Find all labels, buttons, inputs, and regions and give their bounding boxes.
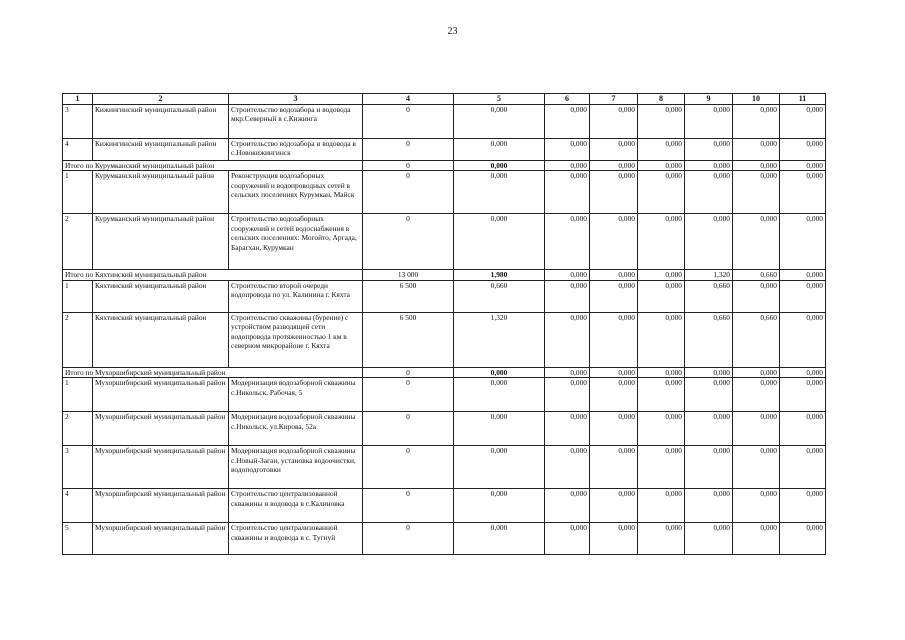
project-cell: Строительство скважины (бурение) с устройством разводящей сети водопровода протяженностью 1 км в северном микрорайоне г. Кяхта: [229, 312, 363, 367]
value-cell: 0,000: [545, 105, 590, 139]
value-cell: 0,000: [638, 489, 685, 523]
value-cell: 0: [363, 489, 454, 523]
page-number: 23: [447, 26, 458, 37]
value-cell: 0,000: [685, 378, 733, 412]
value-cell: 0: [363, 171, 454, 214]
value-cell: 0,000: [733, 280, 780, 312]
value-cell: 0,000: [685, 139, 733, 161]
value-cell: 0,000: [545, 446, 590, 489]
value-cell: 0,000: [545, 312, 590, 367]
value-cell: 0,000: [733, 105, 780, 139]
value-cell: 1,980: [454, 270, 545, 280]
row-number: 1: [63, 378, 93, 412]
value-cell: 0,000: [590, 270, 638, 280]
value-cell: 0,000: [780, 280, 826, 312]
value-cell: 0,000: [454, 446, 545, 489]
row-number: 3: [63, 446, 93, 489]
table-row: [63, 412, 826, 446]
value-cell: 0,000: [454, 367, 545, 377]
value-cell: 0,000: [780, 312, 826, 367]
row-number: 5: [63, 523, 93, 555]
value-cell: 0,000: [638, 214, 685, 270]
row-number: 2: [63, 312, 93, 367]
value-cell: 0,000: [638, 139, 685, 161]
value-cell: 0,000: [545, 280, 590, 312]
col-header: 9: [685, 94, 733, 105]
col-header: 2: [93, 94, 229, 105]
value-cell: 0,000: [780, 412, 826, 446]
table-row: [63, 489, 826, 523]
district-cell: Кижингинский муниципальный район: [93, 105, 229, 139]
row-number: 1: [63, 171, 93, 214]
district-cell: Мухоршибирский муниципальный район: [93, 446, 229, 489]
value-cell: 0: [363, 446, 454, 489]
value-cell: 0,000: [733, 378, 780, 412]
col-header: 3: [229, 94, 363, 105]
total-label: Итого по Мухоршибирский муниципальный район: [63, 367, 363, 377]
value-cell: 0,000: [733, 523, 780, 555]
value-cell: 0,000: [545, 412, 590, 446]
table-row: [63, 139, 826, 161]
row-number: 2: [63, 214, 93, 270]
value-cell: 0: [363, 139, 454, 161]
value-cell: 0,000: [545, 378, 590, 412]
value-cell: 1,320: [685, 270, 733, 280]
value-cell: 6 500: [363, 312, 454, 367]
project-cell: Модернизация водозаборной скважины с.Никольск, ул.Кирова, 52а: [229, 412, 363, 446]
value-cell: 0,000: [733, 446, 780, 489]
table-row: [63, 105, 826, 139]
value-cell: 0,000: [638, 523, 685, 555]
project-cell: Модернизация водозаборной скважины с.Никольск, Рабочая, 5: [229, 378, 363, 412]
value-cell: 0,000: [545, 214, 590, 270]
value-cell: 0,660: [454, 280, 545, 312]
value-cell: 0: [363, 105, 454, 139]
value-cell: 0,000: [733, 214, 780, 270]
table-row: [63, 280, 826, 312]
value-cell: 0,000: [590, 214, 638, 270]
value-cell: 0,000: [780, 214, 826, 270]
project-cell: Строительство водозабора и водовода мкр.Северный в с.Кижинга: [229, 105, 363, 139]
project-cell: Реконструкция водозаборных сооружений и водопроводных сетей в сельских поселениях Курумкан, Майск: [229, 171, 363, 214]
value-cell: 0,000: [545, 523, 590, 555]
value-cell: 0,000: [780, 523, 826, 555]
value-cell: 0,000: [685, 161, 733, 171]
value-cell: 0,000: [685, 367, 733, 377]
value-cell: 0,000: [454, 161, 545, 171]
value-cell: 0,000: [638, 280, 685, 312]
row-number: 4: [63, 139, 93, 161]
value-cell: 0,000: [454, 412, 545, 446]
project-cell: Модернизация водозаборной скважины с.Новый-Заган, установка водоочистки, водоподготовки: [229, 446, 363, 489]
value-cell: 0,000: [638, 105, 685, 139]
district-cell: Мухоршибирский муниципальный район: [93, 523, 229, 555]
value-cell: 0: [363, 367, 454, 377]
value-cell: 0,000: [685, 105, 733, 139]
value-cell: 0,000: [545, 161, 590, 171]
value-cell: 0,000: [590, 139, 638, 161]
table-row: [63, 446, 826, 489]
value-cell: 0,000: [638, 161, 685, 171]
row-number: 4: [63, 489, 93, 523]
value-cell: 0,000: [780, 367, 826, 377]
value-cell: 0,660: [733, 270, 780, 280]
total-label: Итого по Кяхтинский муниципальный район: [63, 270, 363, 280]
value-cell: 0,000: [638, 446, 685, 489]
value-cell: 0,000: [638, 367, 685, 377]
value-cell: 0,000: [685, 214, 733, 270]
value-cell: 0,000: [545, 367, 590, 377]
value-cell: 0,000: [454, 171, 545, 214]
project-cell: Строительство централизованной скважины и водовода в с.Калиновка: [229, 489, 363, 523]
row-number: 1: [63, 280, 93, 312]
district-cell: Мухоршибирский муниципальный район: [93, 489, 229, 523]
value-cell: 0,000: [454, 489, 545, 523]
value-cell: 0,000: [638, 378, 685, 412]
table-row: [63, 171, 826, 214]
value-cell: 0,000: [590, 312, 638, 367]
row-number: 2: [63, 412, 93, 446]
value-cell: 0,000: [590, 171, 638, 214]
table-row: [63, 214, 826, 270]
value-cell: 0,000: [780, 105, 826, 139]
value-cell: 0,000: [780, 446, 826, 489]
value-cell: 0,000: [545, 171, 590, 214]
value-cell: 0,000: [454, 378, 545, 412]
project-cell: Строительство водозаборных сооружений и сетей водоснабжения в сельских поселениях: Могойто, Аргада, Барагхан, Курумкан: [229, 214, 363, 270]
value-cell: 1,320: [454, 312, 545, 367]
value-cell: 0,000: [780, 270, 826, 280]
header-row: [63, 94, 826, 105]
total-row: [63, 161, 826, 171]
value-cell: 0,000: [454, 214, 545, 270]
col-header: 10: [733, 94, 780, 105]
value-cell: 0,000: [590, 412, 638, 446]
value-cell: 0,000: [780, 161, 826, 171]
value-cell: 13 000: [363, 270, 454, 280]
value-cell: 0,000: [780, 139, 826, 161]
table-row: [63, 378, 826, 412]
total-label: Итого по Курумканский муниципальный район: [63, 161, 363, 171]
value-cell: 0,000: [454, 139, 545, 161]
value-cell: 0,000: [685, 446, 733, 489]
value-cell: 0,000: [454, 105, 545, 139]
value-cell: 0: [363, 523, 454, 555]
value-cell: 0,000: [590, 280, 638, 312]
value-cell: 0,000: [590, 105, 638, 139]
value-cell: 6 500: [363, 280, 454, 312]
district-cell: Кижингинский муниципальный район: [93, 139, 229, 161]
col-header: 4: [363, 94, 454, 105]
district-cell: Мухоршибирский муниципальный район: [93, 378, 229, 412]
district-cell: Мухоршибирский муниципальный район: [93, 412, 229, 446]
table-row: [63, 523, 826, 555]
value-cell: 0,000: [733, 412, 780, 446]
value-cell: 0: [363, 412, 454, 446]
value-cell: 0,000: [638, 270, 685, 280]
value-cell: 0,000: [780, 171, 826, 214]
value-cell: 0,000: [780, 378, 826, 412]
value-cell: 0: [363, 214, 454, 270]
value-cell: 0,000: [685, 489, 733, 523]
district-cell: Кяхтинский муниципальный район: [93, 280, 229, 312]
value-cell: 0,660: [685, 280, 733, 312]
total-row: [63, 270, 826, 280]
value-cell: 0,000: [733, 489, 780, 523]
value-cell: 0,000: [590, 489, 638, 523]
col-header: 1: [63, 94, 93, 105]
table-row: [63, 312, 826, 367]
row-number: 3: [63, 105, 93, 139]
value-cell: 0,000: [685, 523, 733, 555]
value-cell: 0,000: [780, 489, 826, 523]
col-header: 8: [638, 94, 685, 105]
value-cell: 0: [363, 161, 454, 171]
value-cell: 0,000: [638, 312, 685, 367]
value-cell: 0: [363, 378, 454, 412]
value-cell: 0,660: [685, 312, 733, 367]
value-cell: 0,000: [545, 270, 590, 280]
value-cell: 0,000: [733, 161, 780, 171]
value-cell: 0,000: [685, 412, 733, 446]
col-header: 5: [454, 94, 545, 105]
value-cell: 0,660: [733, 312, 780, 367]
value-cell: 0,000: [685, 171, 733, 214]
project-cell: Строительство второй очереди водопровода по ул. Калинина г. Кяхта: [229, 280, 363, 312]
project-cell: Строительство водозабора и водовода в с.Новокижингинск: [229, 139, 363, 161]
value-cell: 0,000: [454, 523, 545, 555]
project-cell: Строительство централизованной скважины и водовода в с. Тугнуй: [229, 523, 363, 555]
district-cell: Курумканский муниципальный район: [93, 171, 229, 214]
value-cell: 0,000: [590, 446, 638, 489]
value-cell: 0,000: [638, 171, 685, 214]
total-row: [63, 367, 826, 377]
district-cell: Кяхтинский муниципальный район: [93, 312, 229, 367]
value-cell: 0,000: [590, 367, 638, 377]
col-header: 6: [545, 94, 590, 105]
value-cell: 0,000: [590, 378, 638, 412]
value-cell: 0,000: [733, 171, 780, 214]
col-header: 7: [590, 94, 638, 105]
value-cell: 0,000: [545, 489, 590, 523]
value-cell: 0,000: [545, 139, 590, 161]
value-cell: 0,000: [590, 523, 638, 555]
col-header: 11: [780, 94, 826, 105]
value-cell: 0,000: [733, 367, 780, 377]
district-cell: Курумканский муниципальный район: [93, 214, 229, 270]
investment-table: [62, 93, 826, 555]
value-cell: 0,000: [638, 412, 685, 446]
value-cell: 0,000: [590, 161, 638, 171]
value-cell: 0,000: [733, 139, 780, 161]
